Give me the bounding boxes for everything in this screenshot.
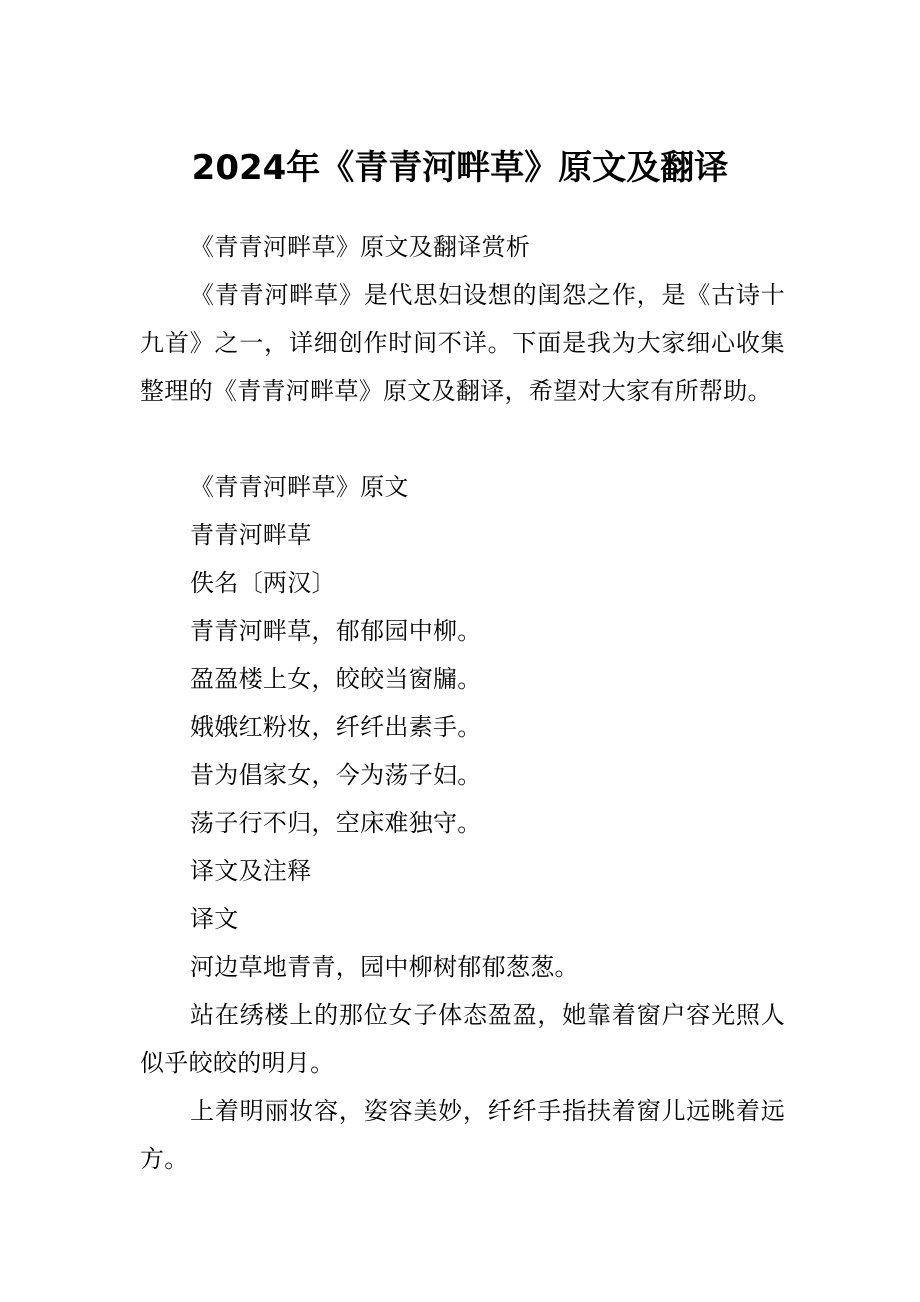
translation-paragraph: 河边草地青青，园中柳树郁郁葱葱。 bbox=[190, 953, 579, 981]
poem-title: 青青河畔草 bbox=[190, 521, 312, 549]
paragraph-subtitle: 《青青河畔草》原文及翻译赏析 bbox=[190, 233, 531, 261]
section-heading-translation-notes: 译文及注释 bbox=[190, 857, 312, 885]
translation-paragraph: 上着明丽妆容，姿容美妙，纤纤手指扶着窗儿远眺着远方。 bbox=[140, 1097, 785, 1173]
translation-paragraph: 站在绣楼上的那位女子体态盈盈，她靠着窗户容光照人似乎皎皎的明月。 bbox=[140, 1001, 785, 1077]
paragraph-spacer bbox=[140, 415, 785, 463]
poem-line: 青青河畔草，郁郁园中柳。 bbox=[190, 617, 482, 645]
poem-line: 荡子行不归，空床难独守。 bbox=[190, 809, 482, 837]
poem-line: 盈盈楼上女，皎皎当窗牖。 bbox=[190, 665, 482, 693]
poem-author: 佚名〔两汉〕 bbox=[190, 569, 336, 597]
poem-line: 昔为倡家女，今为荡子妇。 bbox=[190, 761, 482, 789]
poem-line: 娥娥红粉妆，纤纤出素手。 bbox=[190, 713, 482, 741]
document-title: 2024年《青青河畔草》原文及翻译 bbox=[191, 148, 729, 188]
paragraph-original-heading: 《青青河畔草》原文 bbox=[190, 473, 409, 501]
paragraph-intro: 《青青河畔草》是代思妇设想的闺怨之作，是《古诗十九首》之一，详细创作时间不详。下面是我为大家细心收集整理的《青青河畔草》原文及翻译，希望对大家有所帮助。 bbox=[140, 281, 785, 405]
section-heading-translation: 译文 bbox=[190, 905, 239, 933]
document-body bbox=[140, 223, 785, 1183]
